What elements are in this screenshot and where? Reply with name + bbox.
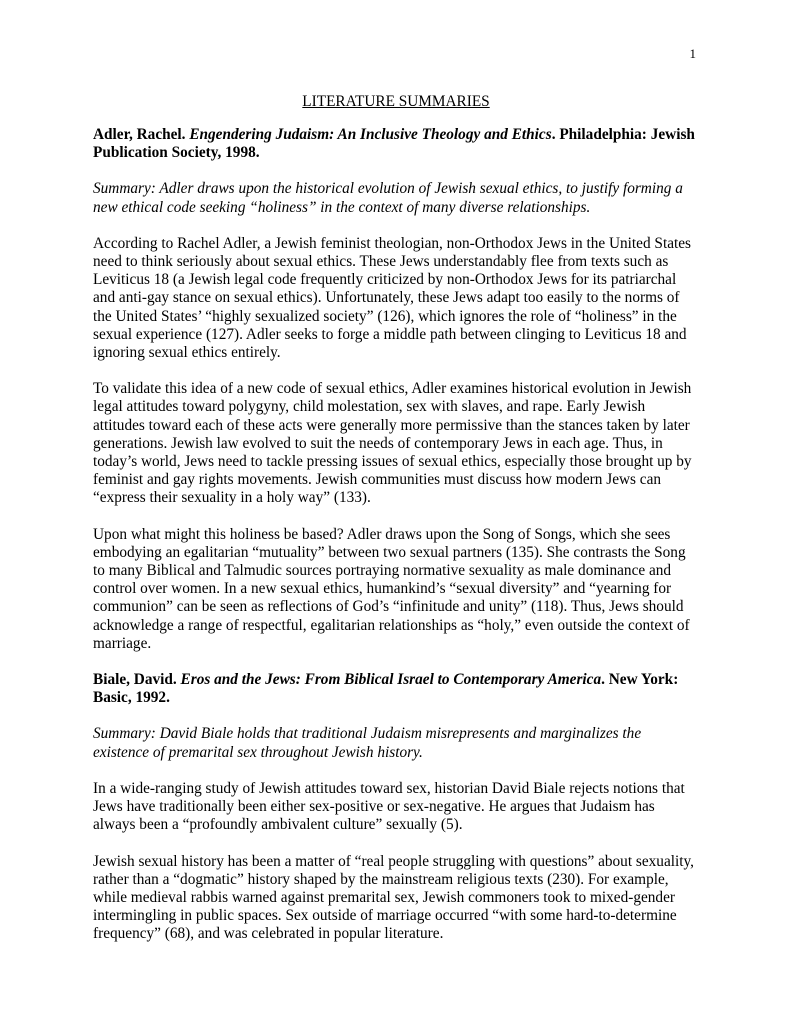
citation-publisher: . New York: Basic, 1992. (93, 671, 679, 707)
body-paragraph: In a wide-ranging study of Jewish attitudes toward sex, historian David Biale rejects notions that Jews have traditionally been either sex-positive or sex-negative. He argues that Judaism has always been a “profoundly ambivalent culture” sexually (5). (93, 779, 685, 834)
citation-author: Biale, David. (93, 671, 177, 689)
body-paragraph: To validate this idea of a new code of sexual ethics, Adler examines historical evolution in Jewish legal attitudes toward polygyny, child molestation, sex with slaves, and rape. Early Jewish attitudes toward each of these acts were generally more permissive than the stances taken by later generations. Jewish law evolved to suit the needs of contemporary Jews in each age. Thus, in today’s world, Jews need to tackle pressing issues of sexual ethics, especially those brought up by feminist and gay rights movements. Jewish communities must discuss how modern Jews can “express their sexuality in a holy way” (133). (93, 380, 692, 507)
body-paragraph: According to Rachel Adler, a Jewish feminist theologian, non-Orthodox Jews in the United States need to think seriously about sexual ethics. These Jews understandably flee from texts such as Leviticus 18 (a Jewish legal code frequently criticized by non-Orthodox Jews for its patriarchal and anti-gay stance on sexual ethics). Unfortunately, these Jews adapt too easily to the norms of the United States’ “highly sexualized society” (126), which ignores the role of “holiness” in the sexual experience (127). Adler seeks to forge a middle path between clinging to Leviticus 18 and ignoring sexual ethics entirely. (93, 234, 691, 362)
body-paragraph: Jewish sexual history has been a matter of “real people struggling with questions” about sexuality, rather than a “dogmatic” history shaped by the mainstream religious texts (230). For example, while medieval rabbis warned against premarital sex, Jewish commoners took to mixed-gender intermingling in public spaces. Sex outside of marriage occurred “with some hard-to-determine frequency” (68), and was celebrated in popular literature. (93, 852, 694, 943)
citation-publisher: . Philadelphia: Jewish Publication Society, 1998. (93, 126, 695, 162)
citation-book-title: Engendering Judaism: An Inclusive Theology and Ethics (189, 126, 552, 143)
document-body (93, 93, 699, 962)
citation-author: Adler, Rachel. (93, 126, 186, 143)
section-heading: LITERATURE SUMMARIES (302, 93, 490, 110)
citation (93, 671, 699, 707)
citation (93, 126, 699, 162)
literature-entry (93, 126, 699, 653)
citation-book-title: Eros and the Jews: From Biblical Israel to Contemporary America (180, 671, 602, 689)
summary: Summary: David Biale holds that traditional Judaism misrepresents and marginalizes the existence of premarital sex throughout Jewish history. (93, 725, 642, 761)
summary: Summary: Adler draws upon the historical evolution of Jewish sexual ethics, to justify forming a new ethical code seeking “holiness” in the context of many diverse relationships. (93, 180, 683, 216)
body-paragraph: Upon what might this holiness be based? Adler draws upon the Song of Songs, which she sees embodying an egalitarian “mutuality” between two sexual partners (135). She contrasts the Song to many Biblical and Talmudic sources portraying normative sexuality as male dominance and control over women. In a new sexual ethics, humankind’s “sexual diversity” and “yearning for communion” can be seen as reflections of God’s “infinitude and unity” (118). Thus, Jews should acknowledge a range of respectful, egalitarian relationships as “holy,” even outside the context of marriage. (93, 525, 690, 652)
literature-entry (93, 671, 699, 943)
page-number: 1 (689, 46, 696, 61)
